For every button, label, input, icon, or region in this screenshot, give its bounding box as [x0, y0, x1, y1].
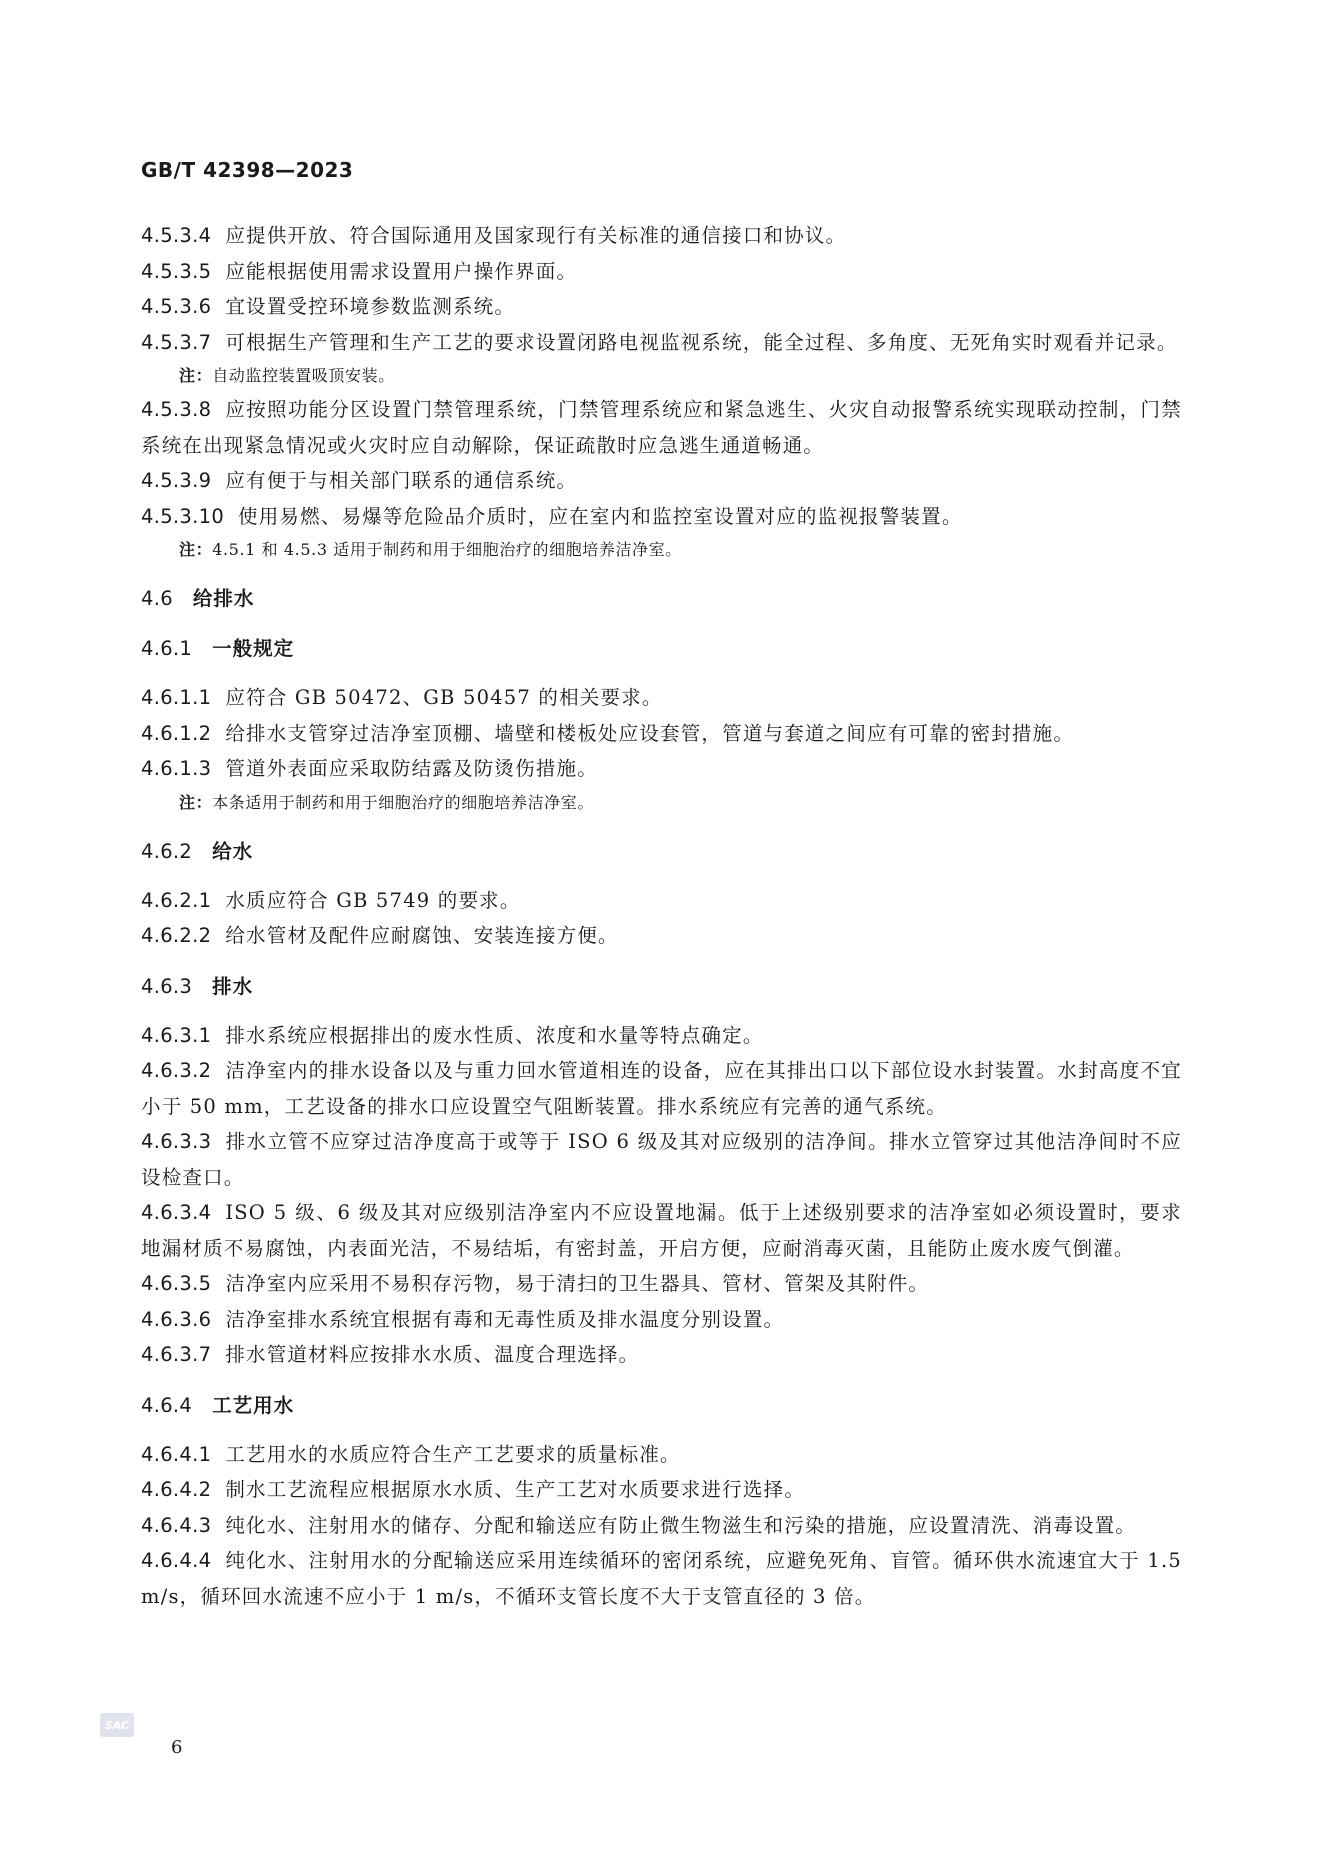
clause-number: 4.5.3.4 [141, 224, 212, 247]
clause-text: 纯化水、注射用水的分配输送应采用连续循环的密闭系统，应避免死角、盲管。循环供水流速宜大于 1.5 m/s，循环回水流速不应小于 1 m/s，不循环支管长度不大于支管直径的 3 倍。 [141, 1549, 1182, 1608]
clause-paragraph [141, 751, 1182, 787]
sac-logo-watermark: SAC [100, 1713, 134, 1737]
clause-paragraph [141, 1337, 1182, 1373]
clause-text: 可根据生产管理和生产工艺的要求设置闭路电视监视系统，能全过程、多角度、无死角实时观看并记录。 [225, 330, 1178, 354]
clause-paragraph [141, 499, 1182, 535]
section-heading [141, 834, 1182, 869]
clause-text: 应按照功能分区设置门禁管理系统，门禁管理系统应和紧急逃生、火灾自动报警系统实现联动控制，门禁系统在出现紧急情况或火灾时应自动解除，保证疏散时应急逃生通道畅通。 [141, 398, 1182, 457]
clause-number: 4.6.4.3 [141, 1513, 212, 1537]
section-heading [141, 581, 1182, 616]
clause-text: 应有便于与相关部门联系的通信系统。 [225, 469, 578, 492]
clause-paragraph [141, 1472, 1182, 1508]
note-text: 自动监控装置吸顶安装。 [212, 366, 395, 385]
clause-paragraph [141, 1543, 1182, 1614]
section-heading [141, 969, 1182, 1004]
note-label: 注： [179, 540, 213, 559]
clause-number: 4.6.3.6 [141, 1307, 212, 1331]
clause-paragraph [141, 392, 1182, 463]
note-text: 4.5.1 和 4.5.3 适用于制药和用于细胞治疗的细胞培养洁净室。 [212, 540, 682, 559]
clause-text: 制水工艺流程应根据原水水质、生产工艺对水质要求进行选择。 [225, 1478, 805, 1501]
clause-paragraph [141, 716, 1182, 752]
section-title: 给排水 [192, 587, 255, 610]
clause-number: 4.6.3.1 [141, 1023, 212, 1047]
clause-paragraph [141, 1053, 1182, 1124]
clause-number: 4.5.3.8 [141, 398, 212, 421]
clause-text: 给排水支管穿过洁净室顶棚、墙壁和楼板处应设套管，管道与套道之间应有可靠的密封措施。 [225, 721, 1075, 745]
note [179, 360, 1182, 392]
note-label: 注： [179, 366, 213, 385]
clause-text: 排水管道材料应按排水水质、温度合理选择。 [225, 1343, 640, 1366]
page-number: 6 [171, 1737, 183, 1758]
clause-number: 4.6.1.2 [141, 721, 212, 745]
clause-number: 4.6.3.7 [141, 1343, 212, 1366]
section-number: 4.6.4 [141, 1393, 193, 1417]
clause-paragraph [141, 1018, 1182, 1054]
clause-text: 使用易燃、易爆等危险品介质时，应在室内和监控室设置对应的监视报警装置。 [238, 504, 963, 528]
clause-text: 宜设置受控环境参数监测系统。 [225, 295, 516, 318]
clause-paragraph [141, 325, 1182, 361]
clause-number: 4.6.1.3 [141, 757, 212, 780]
section-heading [141, 631, 1182, 666]
clause-paragraph [141, 1508, 1182, 1544]
clause-number: 4.5.3.10 [141, 504, 225, 528]
clause-paragraph [141, 1266, 1182, 1302]
clause-text: 应能根据使用需求设置用户操作界面。 [225, 259, 578, 283]
clause-number: 4.6.4.2 [141, 1478, 212, 1501]
document-body [141, 218, 1182, 1614]
clause-text: 应符合 GB 50472、GB 50457 的相关要求。 [225, 686, 663, 709]
section-number: 4.6.2 [141, 839, 193, 863]
note [179, 534, 1182, 566]
clause-number: 4.5.3.7 [141, 330, 212, 354]
clause-text: 洁净室内的排水设备以及与重力回水管道相连的设备，应在其排出口以下部位设水封装置。水封高度不宜小于 50 mm，工艺设备的排水口应设置空气阻断装置。排水系统应有完善的通气系统。 [141, 1059, 1182, 1118]
clause-number: 4.6.3.4 [141, 1201, 212, 1224]
clause-number: 4.5.3.5 [141, 259, 212, 283]
clause-number: 4.6.3.3 [141, 1130, 212, 1153]
clause-paragraph [141, 254, 1182, 290]
clause-paragraph [141, 680, 1182, 716]
clause-paragraph [141, 289, 1182, 325]
clause-text: 洁净室内应采用不易积存污物，易于清扫的卫生器具、管材、管架及其附件。 [225, 1272, 930, 1295]
clause-paragraph [141, 463, 1182, 499]
note-text: 本条适用于制药和用于细胞治疗的细胞培养洁净室。 [212, 792, 595, 812]
clause-number: 4.6.4.1 [141, 1442, 212, 1466]
clause-paragraph [141, 1124, 1182, 1195]
note-label: 注： [179, 792, 213, 812]
standard-code-header: GB/T 42398—2023 [141, 158, 354, 182]
clause-number: 4.6.4.4 [141, 1549, 212, 1572]
section-title: 排水 [212, 974, 254, 998]
clause-number: 4.5.3.6 [141, 295, 212, 318]
clause-number: 4.6.3.5 [141, 1272, 212, 1295]
clause-number: 4.6.3.2 [141, 1059, 212, 1082]
section-title: 工艺用水 [212, 1393, 295, 1417]
section-title: 一般规定 [212, 637, 295, 660]
clause-paragraph [141, 918, 1182, 954]
section-heading [141, 1388, 1182, 1423]
clause-paragraph [141, 883, 1182, 919]
note [179, 787, 1182, 819]
clause-paragraph [141, 1437, 1182, 1473]
clause-paragraph [141, 218, 1182, 254]
clause-text: 水质应符合 GB 5749 的要求。 [225, 888, 521, 912]
clause-text: 管道外表面应采取防结露及防烫伤措施。 [225, 757, 598, 780]
clause-number: 4.6.2.2 [141, 924, 212, 947]
clause-paragraph [141, 1302, 1182, 1338]
clause-text: ISO 5 级、6 级及其对应级别洁净室内不应设置地漏。低于上述级别要求的洁净室如必须设置时，要求地漏材质不易腐蚀，内表面光洁，不易结垢，有密封盖，开启方便，应耐消毒灭菌，且能防止废水废气倒灌。 [141, 1201, 1182, 1260]
section-number: 4.6 [141, 587, 173, 610]
section-title: 给水 [212, 839, 254, 863]
clause-number: 4.5.3.9 [141, 469, 212, 492]
clause-text: 排水系统应根据排出的废水性质、浓度和水量等特点确定。 [225, 1023, 764, 1047]
clause-text: 纯化水、注射用水的储存、分配和输送应有防止微生物滋生和污染的措施，应设置清洗、消毒设置。 [225, 1513, 1137, 1537]
clause-number: 4.6.2.1 [141, 888, 212, 912]
clause-text: 给水管材及配件应耐腐蚀、安装连接方便。 [225, 924, 619, 947]
section-number: 4.6.1 [141, 637, 193, 660]
clause-text: 应提供开放、符合国际通用及国家现行有关标准的通信接口和协议。 [225, 224, 847, 247]
clause-text: 工艺用水的水质应符合生产工艺要求的质量标准。 [225, 1442, 681, 1466]
clause-paragraph [141, 1195, 1182, 1266]
section-number: 4.6.3 [141, 974, 193, 998]
clause-text: 排水立管不应穿过洁净度高于或等于 ISO 6 级及其对应级别的洁净间。排水立管穿过其他洁净间时不应设检查口。 [141, 1130, 1182, 1189]
clause-text: 洁净室排水系统宜根据有毒和无毒性质及排水温度分别设置。 [225, 1307, 785, 1331]
clause-number: 4.6.1.1 [141, 686, 212, 709]
